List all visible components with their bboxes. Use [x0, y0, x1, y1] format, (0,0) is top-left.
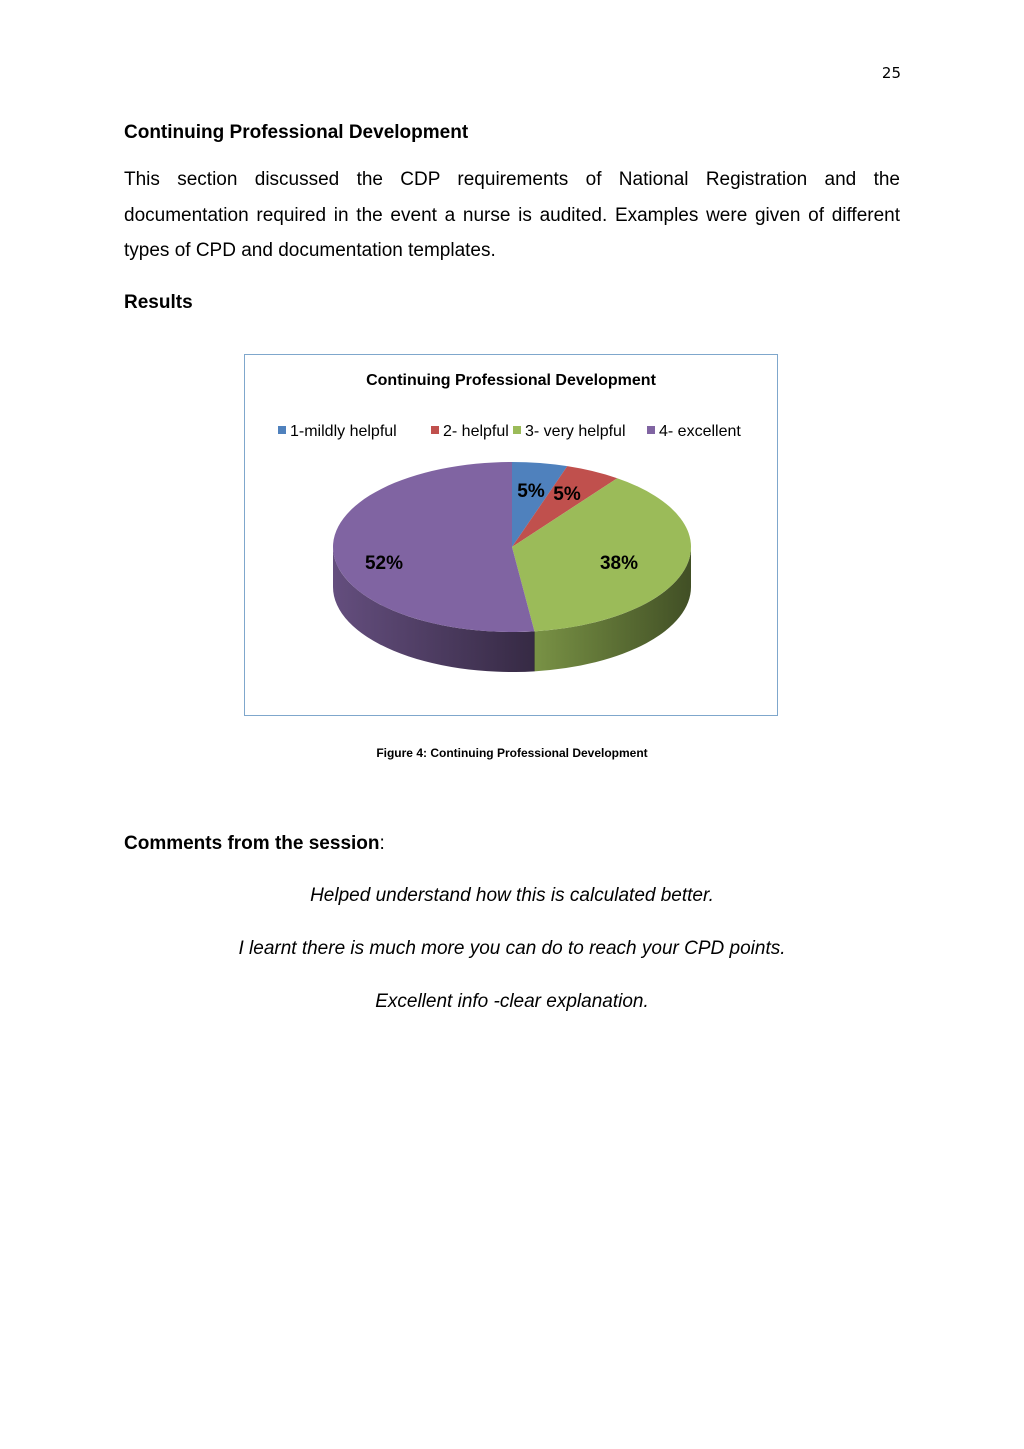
- legend-label: 3- very helpful: [525, 423, 626, 440]
- pie-data-label: 38%: [599, 553, 639, 574]
- pie-data-label: 5%: [553, 484, 581, 505]
- figure-caption: Figure 4: Continuing Professional Development: [376, 746, 648, 760]
- legend-label: 4- excellent: [659, 423, 741, 440]
- comments-heading-colon: :: [379, 833, 385, 854]
- pie-slices: [333, 462, 691, 632]
- section-heading: Continuing Professional Development: [124, 122, 469, 143]
- chart-title: Continuing Professional Development: [366, 372, 656, 389]
- comments-heading: [124, 833, 385, 855]
- comment-item: I learnt there is much more you can do to reach your CPD points.: [238, 938, 786, 959]
- legend-label: 1-mildly helpful: [290, 423, 397, 440]
- chart-legend: [278, 423, 741, 440]
- pie-chart: [244, 354, 778, 716]
- section-paragraph: This section discussed the CDP requirements of National Registration and the documentation required in the event a nurse is audited. Examples were given of different types of CPD and documentation templates.: [124, 169, 900, 261]
- pie-data-label: 52%: [364, 553, 404, 574]
- comment-item: Helped understand how this is calculated better.: [310, 885, 714, 906]
- pie-data-label: 5%: [517, 481, 545, 502]
- comment-item: Excellent info -clear explanation.: [375, 991, 649, 1012]
- legend-label: 2- helpful: [443, 423, 509, 440]
- legend-swatch: [513, 426, 521, 434]
- comments-heading-text: Comments from the session: [124, 833, 380, 854]
- results-heading: Results: [124, 292, 193, 313]
- legend-swatch: [431, 426, 439, 434]
- page-number: 25: [881, 64, 901, 82]
- legend-swatch: [647, 426, 655, 434]
- pie-chart-canvas: [245, 355, 777, 715]
- legend-swatch: [278, 426, 286, 434]
